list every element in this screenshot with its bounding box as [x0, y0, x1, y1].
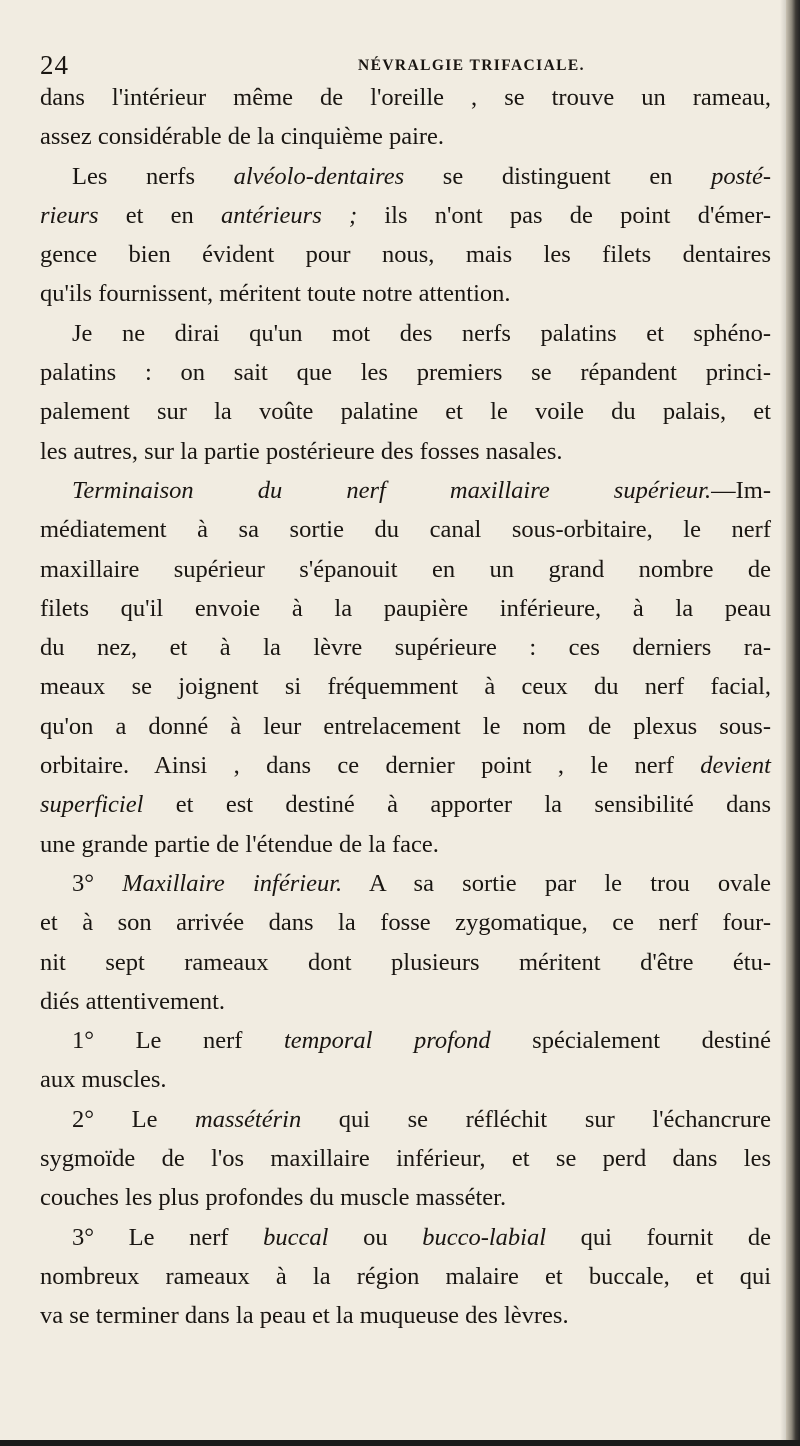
text-segment: palatins : on sait que les premiers se répandent princi- [40, 359, 771, 387]
italic-text-segment: Maxillaire inférieur. [122, 869, 343, 897]
text-line [40, 471, 771, 510]
text-line [40, 274, 771, 313]
text-segment: assez considérable de la cinquième paire. [40, 123, 445, 151]
text-line [40, 982, 771, 1021]
text-line [40, 746, 771, 785]
italic-text-segment: buccal [263, 1223, 329, 1251]
italic-text-segment: alvéolo-dentaires [233, 162, 405, 190]
text-segment: Les nerfs [72, 162, 234, 190]
text-segment: dans l'intérieur même de l'oreille , se trouve un rameau, [40, 84, 771, 111]
text-segment: —Im- [711, 476, 771, 504]
text-segment: 1° Le nerf [72, 1027, 284, 1055]
text-segment: 2° Le [72, 1105, 196, 1133]
page-edge [786, 0, 800, 1446]
text-line [40, 510, 771, 549]
page-number: 24 [40, 50, 69, 80]
text-line [40, 864, 771, 903]
text-segment: diés attentivement. [40, 987, 226, 1015]
text-line [40, 432, 771, 471]
text-segment: sygmoïde de l'os maxillaire inférieur, et se perd dans les [40, 1145, 771, 1173]
text-line [40, 903, 771, 942]
text-line [40, 1021, 771, 1060]
text-segment: palement sur la voûte palatine et le voile du palais, et [40, 398, 771, 426]
text-line [40, 550, 771, 589]
text-segment: médiatement à sa sortie du canal sous-orbitaire, le nerf [40, 516, 771, 544]
text-line [40, 1296, 771, 1335]
italic-text-segment: rieurs [40, 201, 99, 229]
text-segment: qui fournit de [546, 1223, 771, 1251]
text-line [40, 157, 771, 196]
text-segment: maxillaire supérieur s'épanouit en un grand nombre de [40, 555, 771, 583]
text-segment: qu'on a donné à leur entrelacement le nom de plexus sous- [40, 712, 771, 740]
text-line [40, 1100, 771, 1139]
text-segment: et est destiné à apporter la sensibilité dans [143, 791, 771, 819]
text-line [40, 353, 771, 392]
text-line [40, 667, 771, 706]
text-segment: 3° Le nerf [72, 1223, 264, 1251]
italic-text-segment: Terminaison du nerf maxillaire supérieur. [72, 476, 712, 504]
text-segment: Je ne dirai qu'un mot des nerfs palatins et sphéno- [72, 319, 771, 347]
text-line [40, 1218, 771, 1257]
italic-text-segment: superficiel [40, 791, 144, 819]
text-line [40, 117, 771, 156]
italic-text-segment: temporal profond [283, 1027, 491, 1055]
text-line [40, 1060, 771, 1099]
text-segment: se distinguent en [404, 162, 712, 190]
text-line [40, 1257, 771, 1296]
text-segment: ou [328, 1223, 423, 1251]
text-segment: une grande partie de l'étendue de la face. [40, 830, 439, 858]
text-segment: A sa sortie par le trou ovale [342, 869, 771, 897]
italic-text-segment: antérieurs ; [221, 201, 358, 229]
text-segment: qu'ils fournissent, méritent toute notre attention. [40, 280, 511, 308]
text-line [40, 628, 771, 667]
italic-text-segment: bucco-labial [422, 1223, 547, 1251]
text-segment: couches les plus profondes du muscle masséter. [40, 1184, 507, 1212]
text-line [40, 825, 771, 864]
text-line [40, 589, 771, 628]
page-header [40, 50, 780, 80]
text-line [40, 1139, 771, 1178]
running-title: NÉVRALGIE TRIFACIALE. [358, 57, 585, 74]
text-line [40, 392, 771, 431]
body-text [40, 78, 771, 1336]
text-segment: et à son arrivée dans la fosse zygomatique, ce nerf four- [40, 909, 771, 937]
text-line [40, 235, 771, 274]
text-segment: les autres, sur la partie postérieure des fosses nasales. [40, 437, 563, 465]
text-segment: du nez, et à la lèvre supérieure : ces derniers ra- [40, 634, 771, 662]
text-segment: orbitaire. Ainsi , dans ce dernier point , le nerf [40, 752, 701, 780]
text-segment: spécialement destiné [490, 1027, 771, 1055]
bottom-edge [0, 1440, 800, 1446]
italic-text-segment: posté- [711, 162, 771, 190]
text-line [40, 78, 771, 117]
text-segment: va se terminer dans la peau et la muqueuse des lèvres. [40, 1302, 569, 1330]
text-segment: filets qu'il envoie à la paupière inférieure, à la peau [40, 594, 771, 622]
italic-text-segment: devient [700, 752, 771, 780]
text-segment: ils n'ont pas de point d'émer- [357, 201, 771, 229]
text-segment: meaux se joignent si fréquemment à ceux du nerf facial, [40, 673, 771, 701]
text-segment: qui se réfléchit sur l'échancrure [301, 1105, 771, 1133]
text-line [40, 196, 771, 235]
text-line [40, 1178, 771, 1217]
text-line [40, 785, 771, 824]
italic-text-segment: massétérin [195, 1105, 302, 1133]
text-line [40, 943, 771, 982]
text-segment: nombreux rameaux à la région malaire et buccale, et qui [40, 1262, 771, 1290]
text-segment: et en [98, 201, 222, 229]
text-line [40, 314, 771, 353]
text-segment: aux muscles. [40, 1066, 167, 1094]
text-line [40, 707, 771, 746]
text-segment: nit sept rameaux dont plusieurs méritent d'être étu- [40, 948, 771, 976]
text-segment: 3° [72, 869, 123, 897]
text-segment: gence bien évident pour nous, mais les filets dentaires [40, 241, 771, 269]
